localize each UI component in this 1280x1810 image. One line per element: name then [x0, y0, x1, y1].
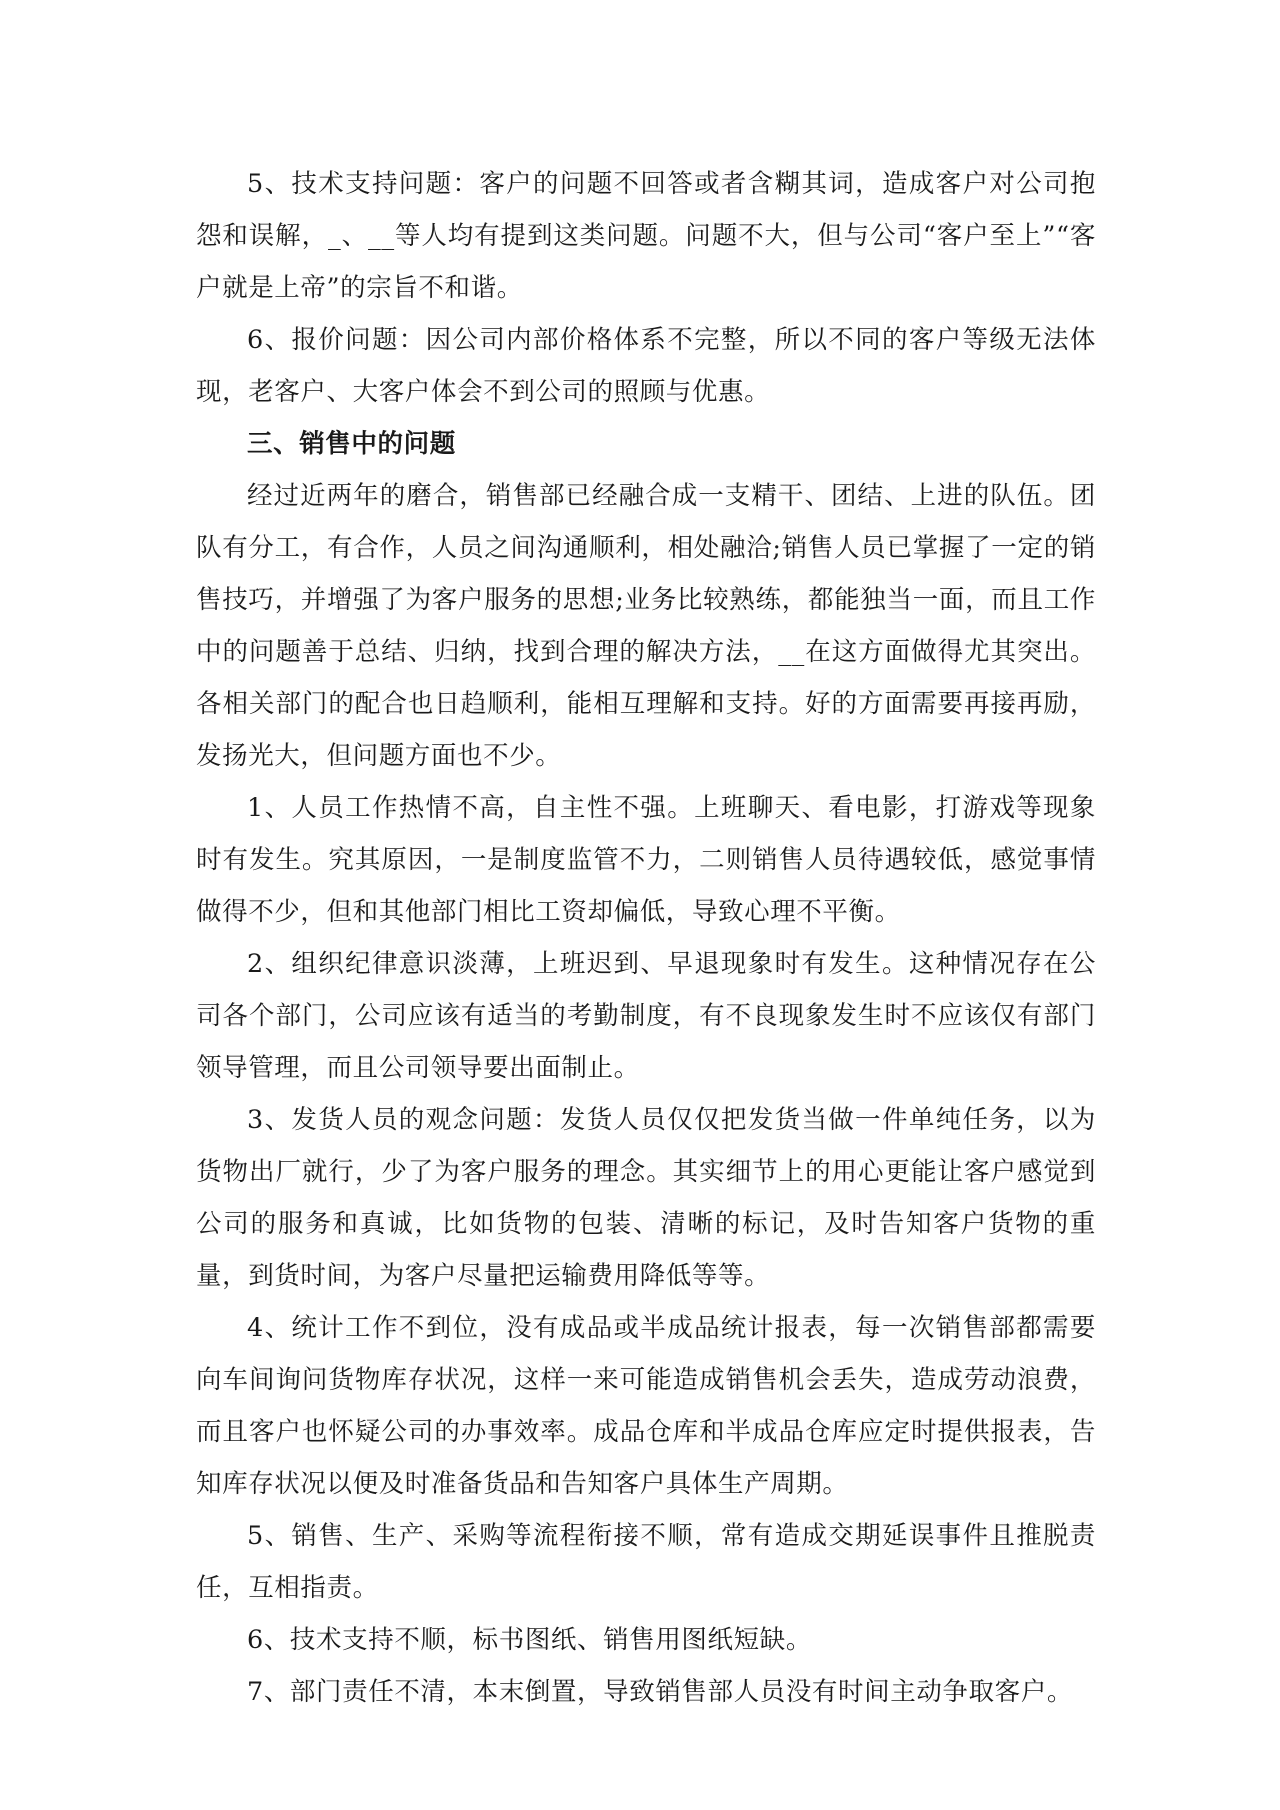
paragraph-issue-3: 3、发货人员的观念问题：发货人员仅仅把发货当做一件单纯任务，以为货物出厂就行，少了为客户服务的理念。其实细节上的用心更能让客户感觉到公司的服务和真诚，比如货物的包装、清晰的标记，及时告知客户货物的重量，到货时间，为客户尽量把运输费用降低等等。 [196, 1105, 1096, 1291]
paragraph-tech-support-issue: 5、技术支持问题：客户的问题不回答或者含糊其词，造成客户对公司抱怨和误解，_、__等人均有提到这类问题。问题不大，但与公司“客户至上”“客户就是上帝”的宗旨不和谐。 [196, 169, 1096, 303]
document-body [196, 158, 1096, 1718]
section-heading-sales-issues: 三、销售中的问题 [247, 429, 456, 459]
paragraph-issue-7: 7、部门责任不清，本末倒置，导致销售部人员没有时间主动争取客户。 [247, 1677, 1073, 1707]
paragraph-issue-2: 2、组织纪律意识淡薄，上班迟到、早退现象时有发生。这种情况存在公司各个部门，公司应该有适当的考勤制度，有不良现象发生时不应该仅有部门领导管理，而且公司领导要出面制止。 [196, 949, 1096, 1083]
paragraph-issue-4: 4、统计工作不到位，没有成品或半成品统计报表，每一次销售部都需要向车间询问货物库存状况，这样一来可能造成销售机会丢失，造成劳动浪费，而且客户也怀疑公司的办事效率。成品仓库和半成品仓库应定时提供报表，告知库存状况以便及时准备货品和告知客户具体生产周期。 [196, 1313, 1096, 1499]
paragraph-sales-team-overview: 经过近两年的磨合，销售部已经融合成一支精干、团结、上进的队伍。团队有分工，有合作，人员之间沟通顺利，相处融洽;销售人员已掌握了一定的销售技巧，并增强了为客户服务的思想;业务比较熟练，都能独当一面，而且工作中的问题善于总结、归纳，找到合理的解决方法，__在这方面做得尤其突出。各相关部门的配合也日趋顺利，能相互理解和支持。好的方面需要再接再励，发扬光大，但问题方面也不少。 [196, 481, 1096, 771]
paragraph-issue-6: 6、技术支持不顺，标书图纸、销售用图纸短缺。 [247, 1625, 812, 1655]
paragraph-issue-5: 5、销售、生产、采购等流程衔接不顺，常有造成交期延误事件且推脱责任，互相指责。 [196, 1521, 1096, 1603]
paragraph-issue-1: 1、人员工作热情不高，自主性不强。上班聊天、看电影，打游戏等现象时有发生。究其原因，一是制度监管不力，二则销售人员待遇较低，感觉事情做得不少，但和其他部门相比工资却偏低，导致心理不平衡。 [196, 793, 1096, 927]
paragraph-quotation-issue: 6、报价问题：因公司内部价格体系不完整，所以不同的客户等级无法体现，老客户、大客户体会不到公司的照顾与优惠。 [196, 325, 1096, 407]
